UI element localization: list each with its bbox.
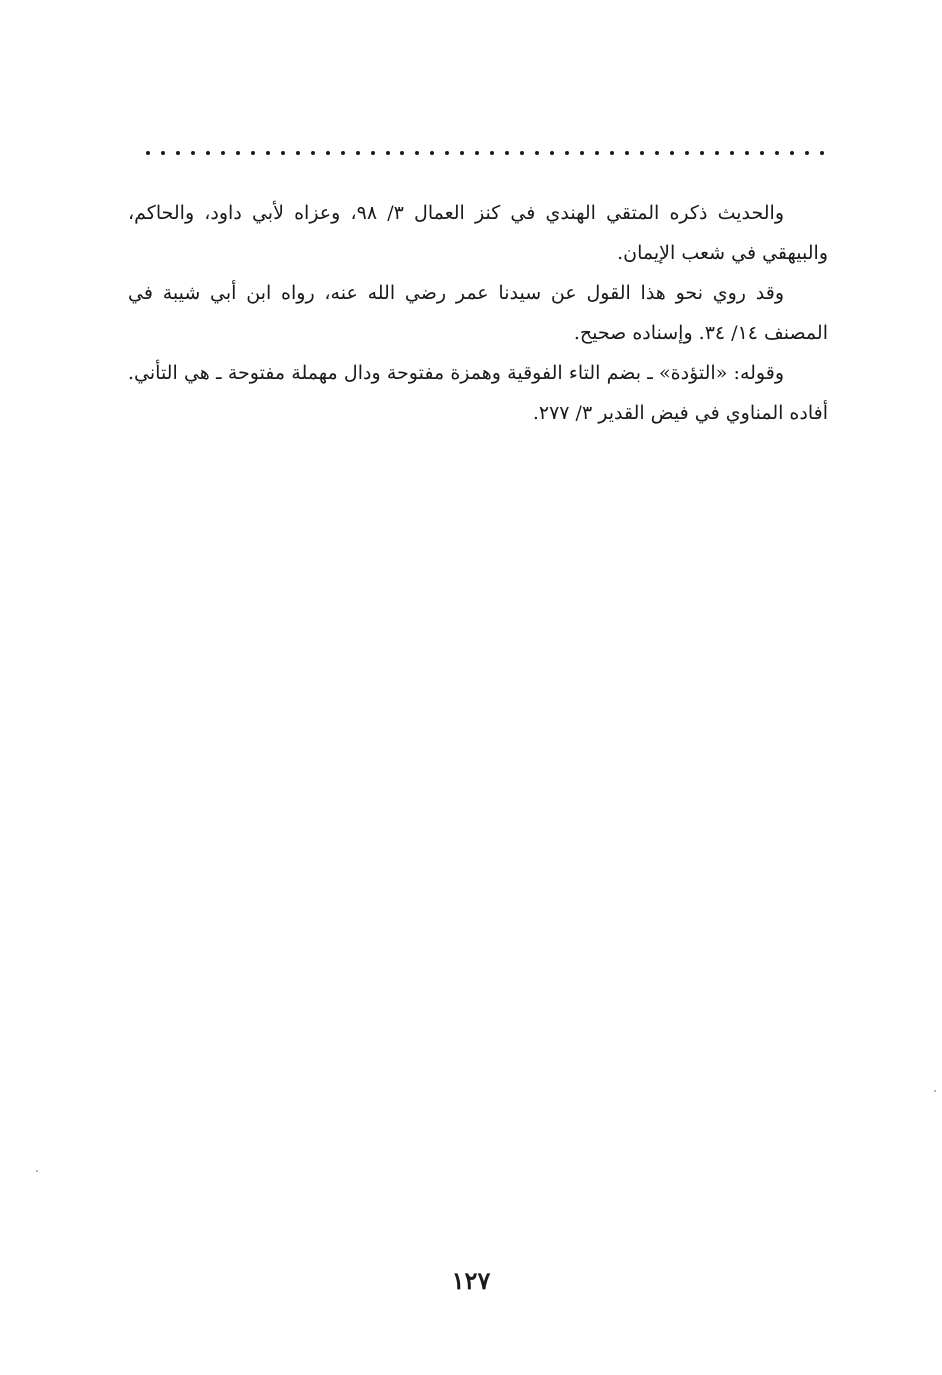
separator-dot — [610, 151, 614, 155]
separator-dot — [655, 151, 659, 155]
separator-dot — [805, 151, 809, 155]
separator-dot — [505, 151, 509, 155]
separator-dot — [341, 151, 345, 155]
separator-dot — [490, 151, 494, 155]
separator-dot — [400, 151, 404, 155]
separator-dot — [475, 151, 479, 155]
separator-dot — [326, 151, 330, 155]
separator-dot — [236, 151, 240, 155]
separator-dot — [565, 151, 569, 155]
scan-speck — [36, 1170, 38, 1172]
separator-dot — [730, 151, 734, 155]
separator-dot — [206, 151, 210, 155]
footnote-paragraph: وقوله: «التؤدة» ـ بضم التاء الفوقية وهمزة مفتوحة ودال مهملة مفتوحة ـ هي التأني. أفاده المناوي في فيض القدير ٣/ ٢٧٧. — [128, 362, 828, 424]
footnote-paragraph: وقد روي نحو هذا القول عن سيدنا عمر رضي الله عنه، رواه ابن أبي شيبة في المصنف ١٤/ ٣٤. وإسناده صحيح. — [128, 282, 828, 344]
separator-dot — [146, 151, 150, 155]
separator-dot — [595, 151, 599, 155]
separator-dot — [460, 151, 464, 155]
separator-dot — [251, 151, 255, 155]
scan-speck — [934, 1090, 936, 1092]
separator-dot — [176, 151, 180, 155]
separator-dot — [281, 151, 285, 155]
separator-dot — [191, 151, 195, 155]
footnotes-block — [128, 193, 828, 433]
separator-dot — [371, 151, 375, 155]
separator-dot — [520, 151, 524, 155]
separator-dot — [685, 151, 689, 155]
separator-dot — [296, 151, 300, 155]
separator-dot — [161, 151, 165, 155]
footnote-paragraph: والحديث ذكره المتقي الهندي في كنز العمال ٣/ ٩٨، وعزاه لأبي داود، والحاكم، والبيهقي في شعب الإيمان. — [128, 202, 828, 264]
separator-dot — [535, 151, 539, 155]
dotted-separator — [146, 146, 824, 160]
page-number: ١٢٧ — [451, 1266, 491, 1295]
separator-dot — [640, 151, 644, 155]
separator-dot — [580, 151, 584, 155]
separator-dot — [775, 151, 779, 155]
separator-dot — [670, 151, 674, 155]
separator-dot — [790, 151, 794, 155]
separator-dot — [445, 151, 449, 155]
separator-dot — [625, 151, 629, 155]
separator-dot — [700, 151, 704, 155]
separator-dot — [430, 151, 434, 155]
separator-dot — [221, 151, 225, 155]
separator-dot — [415, 151, 419, 155]
separator-dot — [311, 151, 315, 155]
separator-dot — [356, 151, 360, 155]
separator-dot — [715, 151, 719, 155]
separator-dot — [760, 151, 764, 155]
separator-dot — [550, 151, 554, 155]
separator-dot — [745, 151, 749, 155]
separator-dot — [266, 151, 270, 155]
separator-dot — [820, 151, 824, 155]
separator-dot — [386, 151, 390, 155]
